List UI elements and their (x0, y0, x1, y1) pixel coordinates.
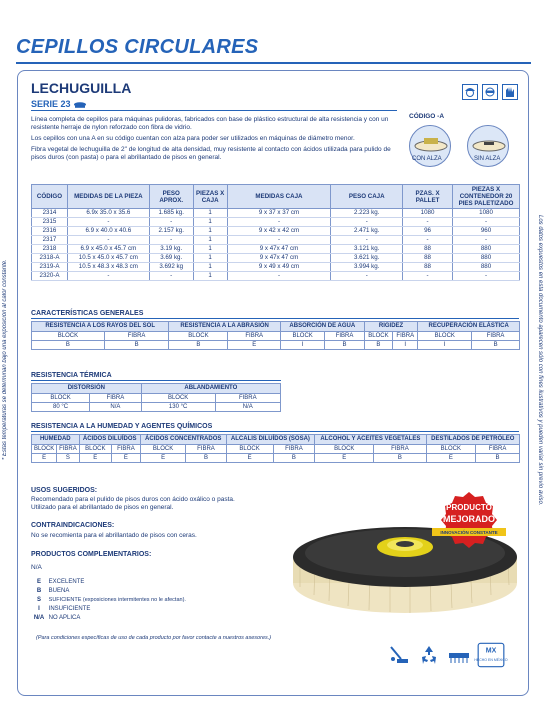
table-row (32, 254, 520, 263)
termica-title: RESISTENCIA TÉRMICA (31, 372, 112, 379)
humedad-table (31, 434, 520, 463)
page-title: CEPILLOS CIRCULARES (16, 36, 259, 58)
col-header: RESISTENCIA A LOS RAYOS DEL SOL (32, 322, 169, 332)
contraindicaciones-title: CONTRAINDICACIONES: (31, 522, 115, 529)
value-cell: I (280, 341, 324, 350)
table-cell: 1 (193, 209, 227, 218)
value-cell: I (418, 341, 472, 350)
table-cell: - (453, 218, 520, 227)
sub-header-row (32, 332, 520, 341)
legend-value: SUFICIENTE (exposiciones intermitentes no le afectan). (48, 597, 186, 603)
sub-header-cell: FIBRA (325, 332, 364, 341)
table-cell: 9 x 37 x 37 cm (227, 209, 331, 218)
legend-item (31, 578, 186, 587)
table-cell: 880 (453, 263, 520, 272)
table-cell: - (67, 272, 149, 281)
value-cell: B (186, 454, 226, 463)
producto-mejorado-badge (432, 490, 506, 554)
value-cell: E (112, 454, 141, 463)
col-header: ALCOHOL Y ACEITES VEGETALES (315, 435, 426, 445)
complementarios-value: N/A (31, 564, 42, 571)
value-row (32, 403, 281, 412)
usos-title: USOS SUGERIDOS: (31, 487, 98, 494)
serie-rule (31, 110, 397, 111)
table-cell: - (67, 236, 149, 245)
legend-key: N/A (33, 615, 45, 621)
value-cell: B (476, 454, 520, 463)
value-cell: B (374, 454, 426, 463)
gloves-icon (502, 84, 518, 100)
table-cell: 1 (193, 218, 227, 227)
table-cell: - (149, 272, 193, 281)
table-cell: - (149, 236, 193, 245)
legend-item (31, 614, 186, 623)
table-cell: 3.69 kg. (149, 254, 193, 263)
col-header: ÁCIDOS CONCENTRADOS (140, 435, 226, 445)
con-alza-label: CON ALZA (412, 156, 442, 162)
legend-item (31, 596, 186, 605)
col-header: PIEZAS X CONTENEDOR 20 PIES PALETIZADO (453, 185, 520, 209)
table-row (32, 245, 520, 254)
section-rule (31, 318, 519, 319)
table-cell: - (453, 236, 520, 245)
hecho-en-mexico-logo (474, 641, 508, 669)
sub-header-cell: FIBRA (90, 394, 142, 403)
value-cell: B (472, 341, 520, 350)
col-header: ALCALIS DILUÍDOS (SOSA) (226, 435, 315, 445)
legend-key: E (36, 579, 41, 585)
table-cell: - (403, 272, 453, 281)
legend-value: NO APLICA (48, 615, 81, 621)
safety-icons (462, 84, 518, 100)
legend-value: INSUFICIENTE (48, 606, 91, 612)
value-cell: E (426, 454, 475, 463)
table-cell: 9 x 47x 47 cm (227, 254, 331, 263)
table-cell: - (149, 218, 193, 227)
table-cell: 960 (453, 227, 520, 236)
safety-helmet-icon (462, 84, 478, 100)
table-cell: 2315 (32, 218, 68, 227)
table-cell: 2317 (32, 236, 68, 245)
col-header: MEDIDAS DE LA PIEZA (67, 185, 149, 209)
side-note-disclaimer: Los datos expuestos en esta documento aparecen sólo con fines ilustrativos y pueden variar sin previo aviso. (537, 214, 543, 506)
caracteristicas-title: CARACTERÍSTICAS GENERALES (31, 310, 144, 317)
table-cell: 3.621 kg. (331, 254, 403, 263)
sub-header-cell: BLOCK (79, 445, 111, 454)
termica-table (31, 383, 281, 412)
table-row (32, 227, 520, 236)
codigo-title: CÓDIGO -A (409, 113, 445, 120)
table-cell: - (331, 218, 403, 227)
desc-paragraph: Fibra vegetal de lechuguilla de 2" de longitud de alta densidad, muy resistente al contacto con ácidos utilizada para pulido de pisos duros (con pasta) o para el abrillantado de pisos en general. (31, 146, 391, 161)
value-cell: 130 °C (141, 403, 215, 412)
desc-paragraph: Línea completa de cepillos para máquinas pulidoras, fabricados con base de plástico estructural de alta resistencia y con un resistente herraje de nylon reforzado con fibra de vidrio. (31, 116, 389, 131)
col-header: HUMEDAD (32, 435, 80, 445)
table-cell: 10.5 x 48.3 x 48.3 cm (67, 263, 149, 272)
col-header: RESISTENCIA A LA ABRASIÓN (169, 322, 281, 332)
badge-line3: INNOVACIÓN CONSTANTE (440, 530, 498, 535)
table-cell: 3.692 kg (149, 263, 193, 272)
sub-header-cell: FIBRA (104, 332, 169, 341)
table-cell: 9 x 49 x 49 cm (227, 263, 331, 272)
usos-line: Recomendado para el pulido de pisos duros con ácido oxálico o pasta. (31, 496, 235, 503)
col-header: DISTORSIÓN (32, 384, 142, 394)
sub-header-cell: BLOCK (280, 332, 324, 341)
table-cell: - (453, 272, 520, 281)
col-header: RIGIDEZ (364, 322, 418, 332)
legend-key: S (36, 597, 41, 603)
product-description (31, 116, 401, 165)
footer-icons (387, 641, 508, 669)
table-cell: 2.157 kg. (149, 227, 193, 236)
table-cell: 1.685 kg. (149, 209, 193, 218)
table-cell: - (227, 272, 331, 281)
section-rule (31, 431, 519, 432)
legend-item (31, 587, 186, 596)
goggles-icon (482, 84, 498, 100)
contraindicaciones-line: No se recomienta para el abrillantado de pisos con ceras. (31, 532, 197, 539)
title-rule (16, 62, 531, 64)
sub-header-cell: BLOCK (140, 445, 185, 454)
value-cell: N/A (215, 403, 280, 412)
legend-value: EXCELENTE (48, 579, 85, 585)
table-cell: 1 (193, 236, 227, 245)
table-cell: 2318 (32, 245, 68, 254)
sub-header-cell: FIBRA (476, 445, 520, 454)
value-cell: B (32, 341, 105, 350)
value-row (32, 454, 520, 463)
col-header: RECUPERACIÓN ELÁSTICA (418, 322, 520, 332)
table-cell: 6.9 x 45.0 x 45.7 cm (67, 245, 149, 254)
table-cell: 1080 (403, 209, 453, 218)
value-cell: E (32, 454, 57, 463)
product-name: LECHUGUILLA (31, 80, 132, 96)
table-cell: - (331, 236, 403, 245)
table-cell: 1 (193, 263, 227, 272)
usage-note: (Para condiciones específicas de uso de cada producto por favor contacte a nuestros asesores.) (36, 635, 272, 641)
value-cell: B (273, 454, 315, 463)
table-cell: 3.121 kg. (331, 245, 403, 254)
table-cell: 880 (453, 245, 520, 254)
table-cell: 3.19 kg. (149, 245, 193, 254)
value-cell: N/A (90, 403, 142, 412)
legend (31, 578, 186, 623)
value-cell: B (364, 341, 392, 350)
col-header: PESO CAJA (331, 185, 403, 209)
sub-header-cell: FIBRA (57, 445, 79, 454)
legend-value: BUENA (48, 588, 70, 594)
table-cell: - (331, 272, 403, 281)
table-cell: 2319-A (32, 263, 68, 272)
side-note-temperatures: * Estas temperaturas se determinan bajo una exposición al calor constante. (2, 259, 8, 461)
sub-header-cell: FIBRA (112, 445, 141, 454)
value-cell: 80 °C (32, 403, 90, 412)
sub-header-cell: FIBRA (273, 445, 315, 454)
legend-key: B (36, 588, 42, 594)
sub-header-row (32, 394, 281, 403)
sub-header-cell: BLOCK (426, 445, 475, 454)
value-row (32, 341, 520, 350)
section-rule (31, 380, 281, 381)
table-cell: 2314 (32, 209, 68, 218)
table-cell: 2318-A (32, 254, 68, 263)
usos-line: Utilizado para el abrillantado de pisos en general. (31, 504, 174, 511)
table-cell: 2.471 kg. (331, 227, 403, 236)
desc-paragraph: Los cepillos con una A en su código cuentan con alza para poder ser utilizados en máquinas de diámetro menor. (31, 135, 355, 142)
table-cell: 1 (193, 227, 227, 236)
table-cell: - (403, 236, 453, 245)
value-cell: B (104, 341, 169, 350)
col-header: ABLANDAMIENTO (141, 384, 280, 394)
table-row (32, 272, 520, 281)
table-cell: 88 (403, 245, 453, 254)
sub-header-cell: FIBRA (215, 394, 280, 403)
sub-header-cell: FIBRA (393, 332, 418, 341)
table-cell: 2320-A (32, 272, 68, 281)
sub-header-cell: FIBRA (374, 445, 426, 454)
col-header: PIEZAS X CAJA (193, 185, 227, 209)
value-cell: B (169, 341, 228, 350)
table-cell: 96 (403, 227, 453, 236)
sub-header-cell: BLOCK (32, 394, 90, 403)
legend-item (31, 605, 186, 614)
table-row (32, 236, 520, 245)
table-cell: 2.223 kg. (331, 209, 403, 218)
table-cell: 9 x 42 x 42 cm (227, 227, 331, 236)
table-cell: 10.5 x 45.0 x 45.7 cm (67, 254, 149, 263)
table-cell: - (227, 218, 331, 227)
brush-icon (73, 102, 87, 108)
sub-header-row (32, 445, 520, 454)
sub-header-cell: BLOCK (364, 332, 392, 341)
legend-key: I (38, 606, 40, 612)
value-cell: E (315, 454, 374, 463)
table-cell: 2316 (32, 227, 68, 236)
value-cell: I (393, 341, 418, 350)
table-cell: - (403, 218, 453, 227)
recycle-icon (417, 643, 441, 667)
sub-header-cell: BLOCK (226, 445, 273, 454)
table-cell: 88 (403, 254, 453, 263)
col-header: CÓDIGO (32, 185, 68, 209)
table-cell: - (227, 236, 331, 245)
value-cell: S (57, 454, 79, 463)
table-cell: 6.9x 35.0 x 35.6 (67, 209, 149, 218)
col-header: PZAS. X PALLET (403, 185, 453, 209)
sub-header-cell: BLOCK (32, 445, 57, 454)
col-header: ABSORCIÓN DE AGUA (280, 322, 364, 332)
specs-table (31, 184, 520, 281)
value-cell: E (79, 454, 111, 463)
table-cell: 88 (403, 263, 453, 272)
complementarios-title: PRODUCTOS COMPLEMENTARIOS: (31, 551, 152, 558)
svg-text:HECHO EN MÉXICO: HECHO EN MÉXICO (474, 657, 508, 662)
caracteristicas-table (31, 321, 520, 350)
table-cell: 1080 (453, 209, 520, 218)
table-cell: 1 (193, 245, 227, 254)
floor-polisher-icon (387, 643, 411, 667)
col-header: ÁCIDOS DILUÍDOS (79, 435, 140, 445)
table-cell: - (67, 218, 149, 227)
table-cell: 880 (453, 254, 520, 263)
value-cell: B (325, 341, 364, 350)
badge-line2: MEJORADO (442, 514, 496, 524)
table-cell: 9 x 47x 47 cm (227, 245, 331, 254)
value-cell: E (140, 454, 185, 463)
sub-header-cell: BLOCK (315, 445, 374, 454)
svg-text:MX: MX (485, 647, 497, 655)
value-cell: E (226, 454, 273, 463)
humedad-title: RESISTENCIA A LA HUMEDAD Y AGENTES QUÍMICOS (31, 423, 213, 430)
table-row (32, 263, 520, 272)
value-cell: E (228, 341, 280, 350)
col-header: MEDIDAS CAJA (227, 185, 331, 209)
sub-header-cell: BLOCK (169, 332, 228, 341)
sub-header-cell: BLOCK (32, 332, 105, 341)
scrub-brush-icon (447, 643, 471, 667)
table-cell: 1 (193, 272, 227, 281)
sub-header-cell: FIBRA (228, 332, 280, 341)
table-row (32, 209, 520, 218)
product-serie: SERIE 23 (31, 99, 87, 109)
sub-header-cell: BLOCK (418, 332, 472, 341)
table-cell: 1 (193, 254, 227, 263)
sub-header-cell: FIBRA (472, 332, 520, 341)
badge-line1: PRODUCTO (446, 503, 492, 512)
table-row (32, 218, 520, 227)
sin-alza-label: SIN ALZA (474, 156, 501, 162)
table-cell: 6.9 x 40.0 x 40.6 (67, 227, 149, 236)
sub-header-cell: FIBRA (186, 445, 226, 454)
table-cell: 3.994 kg. (331, 263, 403, 272)
col-header: DESTILADOS DE PETRÓLEO (426, 435, 519, 445)
sub-header-cell: BLOCK (141, 394, 215, 403)
col-header: PESO APROX. (149, 185, 193, 209)
